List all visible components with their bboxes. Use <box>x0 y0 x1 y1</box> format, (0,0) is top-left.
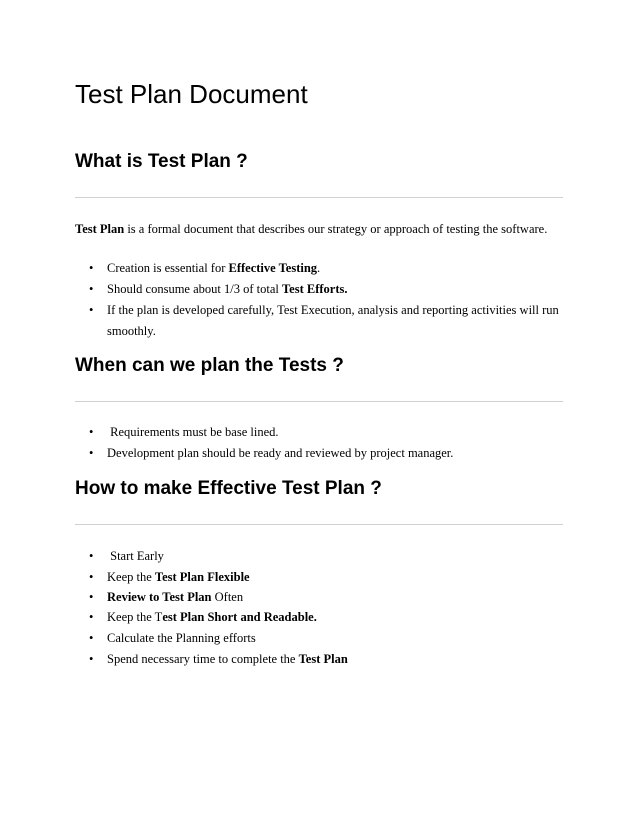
list-item-text: Keep the Test Plan Flexible <box>107 570 250 584</box>
bullet-icon: • <box>89 549 94 563</box>
section-heading-effective-test-plan: How to make Effective Test Plan ? <box>75 478 382 499</box>
list-item-text: If the plan is developed carefully, Test Execution, analysis and reporting activities will run smoothly. <box>107 303 559 338</box>
intro-bold: Test Plan <box>75 222 125 236</box>
list-item-text: Requirements must be base lined. <box>107 425 279 439</box>
bullet-icon: • <box>89 446 94 460</box>
intro-paragraph <box>75 219 547 239</box>
bullet-icon: • <box>89 652 94 666</box>
list-item-text: Spend necessary time to complete the Test Plan <box>107 652 348 666</box>
section-divider <box>75 401 563 402</box>
section-heading-when-to-plan: When can we plan the Tests ? <box>75 355 344 376</box>
list-item-text: Creation is essential for Effective Testing. <box>107 261 321 275</box>
bullet-icon: • <box>89 261 94 275</box>
bullet-icon: • <box>89 631 94 645</box>
list-item-text: Development plan should be ready and reviewed by project manager. <box>107 446 454 460</box>
section-divider <box>75 524 563 525</box>
bullet-icon: • <box>89 590 94 604</box>
list-item-text: Start Early <box>107 549 164 563</box>
bullet-icon: • <box>89 303 94 317</box>
list-item-text: Review to Test Plan Often <box>107 590 244 604</box>
bullet-icon: • <box>89 570 94 584</box>
section-heading-what-is-test-plan: What is Test Plan ? <box>75 151 248 172</box>
section-divider <box>75 197 563 198</box>
bullet-icon: • <box>89 282 94 296</box>
intro-text: is a formal document that describes our strategy or approach of testing the software. <box>124 222 548 236</box>
document-title: Test Plan Document <box>75 79 308 109</box>
list-item-text: Should consume about 1/3 of total Test Efforts. <box>107 282 348 296</box>
list-item-text: Keep the Test Plan Short and Readable. <box>107 610 317 624</box>
bullet-icon: • <box>89 610 94 624</box>
bullet-icon: • <box>89 425 94 439</box>
list-item-text: Calculate the Planning efforts <box>107 631 256 645</box>
